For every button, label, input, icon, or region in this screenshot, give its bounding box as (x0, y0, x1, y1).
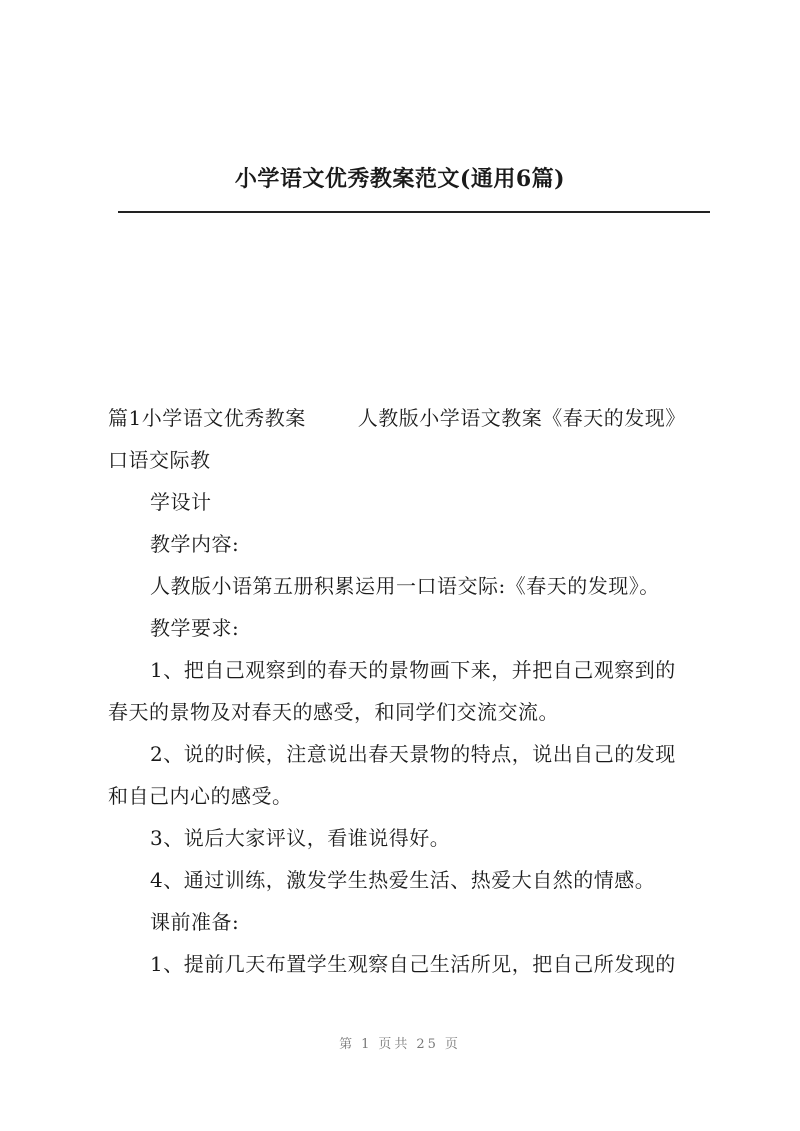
section-heading-right: 人教版小学语文教案《春天的发现》 (357, 406, 686, 430)
section-heading-left: 篇1小学语文优秀教案 (108, 406, 306, 430)
text-line: 口语交际教 (108, 448, 211, 472)
text-line: 课前准备: (150, 910, 240, 934)
footer-middle: 页共 (378, 1037, 411, 1052)
text-line: 和自己内心的感受。 (108, 784, 293, 808)
page-footer (0, 1033, 800, 1052)
title-divider (118, 211, 710, 213)
footer-prefix: 第 (339, 1037, 356, 1052)
footer-suffix: 页 (444, 1037, 461, 1052)
text-line: 1、把自己观察到的春天的景物画下来，并把自己观察到的 (150, 658, 676, 682)
text-line: 3、说后大家评议，看谁说得好。 (150, 826, 451, 850)
section-heading (108, 397, 708, 439)
text-line: 4、通过训练，激发学生热爱生活、热爱大自然的情感。 (150, 868, 656, 892)
footer-total-pages: 25 (416, 1037, 439, 1052)
page-title: 小学语文优秀教案范文(通用6篇) (234, 166, 566, 192)
text-line: 春天的景物及对春天的感受，和同学们交流交流。 (108, 700, 559, 724)
text-line: 1、提前几天布置学生观察自己生活所见，把自己所发现的 (150, 952, 676, 976)
text-line: 2、说的时候，注意说出春天景物的特点，说出自己的发现 (150, 742, 676, 766)
text-line: 教学内容: (150, 532, 240, 556)
text-line: 教学要求: (150, 616, 240, 640)
document-body (108, 397, 708, 985)
text-line: 学设计 (150, 490, 212, 514)
text-line: 人教版小语第五册积累运用一口语交际:《春天的发现》。 (150, 574, 660, 598)
footer-page-number: 1 (361, 1037, 373, 1052)
